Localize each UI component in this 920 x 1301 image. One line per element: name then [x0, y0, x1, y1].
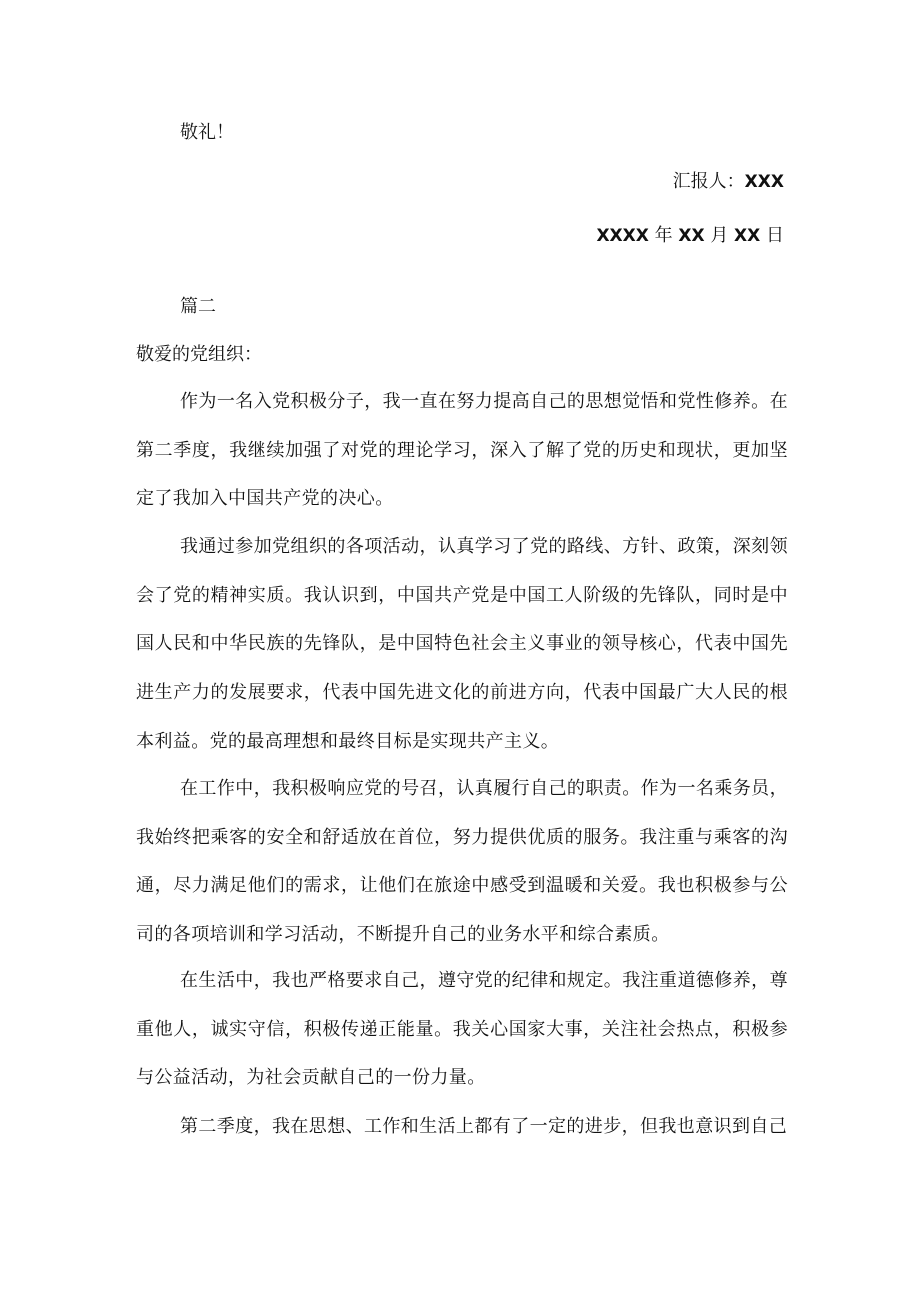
date-day: XX	[734, 226, 761, 246]
closing-line: 敬礼！	[180, 122, 234, 143]
body-paragraph-3: 在工作中，我积极响应党的号召，认真履行自己的职责。作为一名乘务员，我始终把乘客的安全和舒适放在首位，努力提供优质的服务。我注重与乘客的沟通，尽力满足他们的需求，让他们在旅途中感受到温暖和关爱。我也积极参与公司的各项培训和学习活动，不断提升自己的业务水平和综合素质。	[136, 778, 788, 946]
section-title: 篇二	[180, 296, 216, 317]
date-year: XXXX	[596, 226, 649, 246]
body-paragraph-2: 我通过参加党组织的各项活动，认真学习了党的路线、方针、政策，深刻领会了党的精神实质。我认识到，中国共产党是中国工人阶级的先锋队，同时是中国人民和中华民族的先锋队，是中国特色社会主义事业的领导核心，代表中国先进生产力的发展要求，代表中国先进文化的前进方向，代表中国最广大人民的根本利益。党的最高理想和最终目标是实现共产主义。	[136, 536, 788, 752]
date-month: XX	[678, 226, 705, 246]
body-paragraph-1: 作为一名入党积极分子，我一直在努力提高自己的思想觉悟和党性修养。在第二季度，我继续加强了对党的理论学习，深入了解了党的历史和现状，更加坚定了我加入中国共产党的决心。	[136, 391, 788, 510]
body-paragraph-5: 第二季度，我在思想、工作和生活上都有了一定的进步，但我也意识到自己	[180, 1116, 788, 1137]
date-day-unit: 日	[766, 225, 784, 246]
body-paragraph-4: 在生活中，我也严格要求自己，遵守党的纪律和规定。我注重道德修养，尊重他人，诚实守信，积极传递正能量。我关心国家大事，关注社会热点，积极参与公益活动，为社会贡献自己的一份力量。	[136, 970, 788, 1089]
signer-label: 汇报人：	[672, 171, 745, 192]
signer-name: XXX	[744, 172, 784, 192]
signer-line	[673, 169, 784, 195]
date-year-unit: 年	[654, 225, 673, 246]
date-month-unit: 月	[710, 225, 729, 246]
date-line	[596, 223, 784, 249]
salutation: 敬爱的党组织：	[136, 344, 262, 365]
